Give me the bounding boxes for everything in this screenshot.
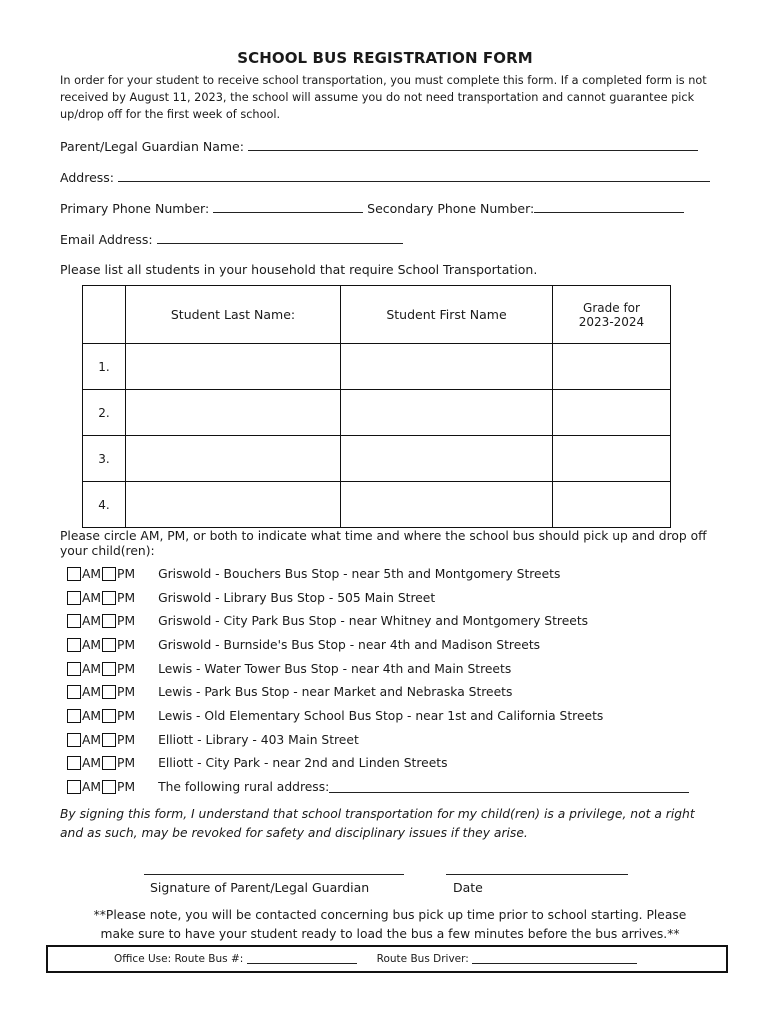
am-checkbox[interactable] (67, 638, 81, 652)
grade-cell[interactable] (553, 390, 671, 436)
rural-address-blank[interactable] (329, 782, 689, 793)
am-checkbox[interactable] (67, 733, 81, 747)
pickup-note-line2: make sure to have your student ready to load the bus a few minutes before the bus arrives.** (100, 927, 680, 941)
bus-stop-instructions: Please circle AM, PM, or both to indicate what time and where the school bus should pick up and drop off your child(ren): (60, 529, 707, 558)
pm-label: PM (117, 590, 136, 605)
row-number: 4. (83, 482, 126, 528)
route-driver-label: Route Bus Driver: (376, 953, 469, 965)
email-label: Email Address: (60, 232, 153, 247)
consent-statement: By signing this form, I understand that school transportation for my child(ren) is a privilege, not a right and as such, may be revoked for safety and disciplinary issues if they arise. (60, 807, 695, 840)
pm-checkbox[interactable] (102, 662, 116, 676)
address-blank[interactable] (118, 171, 710, 182)
bus-stop-label: Elliott - City Park - near 2nd and Linden Streets (158, 756, 448, 771)
first-name-cell[interactable] (341, 482, 553, 528)
bus-stop-label: Griswold - Library Bus Stop - 505 Main Street (158, 590, 436, 605)
grade-cell[interactable] (553, 482, 671, 528)
pm-label: PM (117, 614, 136, 629)
grade-cell[interactable] (553, 436, 671, 482)
table-row (83, 482, 671, 528)
am-checkbox[interactable] (67, 567, 81, 581)
pm-checkbox[interactable] (102, 591, 116, 605)
pm-checkbox[interactable] (102, 638, 116, 652)
signature-line[interactable] (144, 874, 404, 875)
pm-label: PM (117, 708, 136, 723)
am-label: AM (82, 566, 102, 581)
am-checkbox[interactable] (67, 614, 81, 628)
guardian-name-blank[interactable] (248, 140, 698, 151)
header-grade (553, 286, 671, 344)
pm-label: PM (117, 661, 136, 676)
am-label: AM (82, 780, 102, 795)
table-row (83, 344, 671, 390)
list-item (67, 609, 727, 633)
bus-stop-label: Lewis - Water Tower Bus Stop - near 4th and Main Streets (158, 661, 512, 676)
am-label: AM (82, 732, 102, 747)
pm-checkbox[interactable] (102, 614, 116, 628)
signature-label: Signature of Parent/Legal Guardian (150, 880, 370, 895)
header-number-cell (83, 286, 126, 344)
table-row (83, 436, 671, 482)
email-field[interactable] (60, 232, 403, 247)
row-number: 1. (83, 344, 126, 390)
list-item (67, 775, 727, 799)
row-number: 3. (83, 436, 126, 482)
primary-phone-blank[interactable] (213, 202, 363, 213)
list-item (67, 633, 727, 657)
pm-label: PM (117, 780, 136, 795)
route-driver-blank[interactable] (472, 955, 637, 964)
pm-checkbox[interactable] (102, 780, 116, 794)
list-item (67, 562, 727, 586)
table-row (83, 390, 671, 436)
am-label: AM (82, 685, 102, 700)
first-name-cell[interactable] (341, 344, 553, 390)
am-checkbox[interactable] (67, 756, 81, 770)
header-grade-line2: 2023-2024 (578, 314, 645, 329)
bus-stop-label: Griswold - City Park Bus Stop - near Whitney and Montgomery Streets (158, 614, 589, 629)
list-item (67, 752, 727, 776)
primary-phone-label: Primary Phone Number: (60, 201, 210, 216)
am-label: AM (82, 590, 102, 605)
form-title: SCHOOL BUS REGISTRATION FORM (237, 49, 533, 67)
first-name-cell[interactable] (341, 390, 553, 436)
guardian-name-label: Parent/Legal Guardian Name: (60, 139, 244, 154)
list-item (67, 728, 727, 752)
phone-fields (60, 201, 684, 216)
header-first-name: Student First Name (341, 286, 553, 344)
last-name-cell[interactable] (126, 482, 341, 528)
list-item (67, 680, 727, 704)
am-label: AM (82, 614, 102, 629)
pm-label: PM (117, 566, 136, 581)
pm-checkbox[interactable] (102, 756, 116, 770)
secondary-phone-label: Secondary Phone Number: (367, 201, 535, 216)
last-name-cell[interactable] (126, 436, 341, 482)
bus-stop-list (67, 562, 727, 799)
address-field[interactable] (60, 170, 710, 185)
pickup-note (60, 906, 720, 944)
students-table-header (83, 286, 671, 344)
bus-stop-label: Elliott - Library - 403 Main Street (158, 732, 359, 747)
pm-checkbox[interactable] (102, 733, 116, 747)
list-item (67, 657, 727, 681)
last-name-cell[interactable] (126, 390, 341, 436)
date-label: Date (453, 880, 483, 895)
am-checkbox[interactable] (67, 685, 81, 699)
students-table (82, 285, 671, 528)
bus-stop-label: Lewis - Park Bus Stop - near Market and Nebraska Streets (158, 685, 513, 700)
am-label: AM (82, 708, 102, 723)
pm-checkbox[interactable] (102, 685, 116, 699)
secondary-phone-blank[interactable] (534, 202, 684, 213)
pm-label: PM (117, 637, 136, 652)
students-intro: Please list all students in your household that require School Transportation. (60, 262, 538, 277)
am-checkbox[interactable] (67, 591, 81, 605)
bus-stop-label: Griswold - Bouchers Bus Stop - near 5th and Montgomery Streets (158, 566, 561, 581)
pm-checkbox[interactable] (102, 567, 116, 581)
pm-label: PM (117, 685, 136, 700)
list-item (67, 704, 727, 728)
email-blank[interactable] (157, 233, 403, 244)
list-item (67, 586, 727, 610)
am-checkbox[interactable] (67, 662, 81, 676)
am-checkbox[interactable] (67, 709, 81, 723)
pickup-note-line1: **Please note, you will be contacted concerning bus pick up time prior to school starting. Please (93, 908, 687, 922)
header-last-name: Student Last Name: (126, 286, 341, 344)
date-line[interactable] (446, 874, 628, 875)
first-name-cell[interactable] (341, 436, 553, 482)
last-name-cell[interactable] (126, 344, 341, 390)
guardian-name-field[interactable] (60, 139, 698, 154)
intro-paragraph: In order for your student to receive school transportation, you must complete this form. If a completed form is not received by August 11, 2023, the school will assume you do not need transportation and cannot guarantee pick up/drop off for the first week of school. (60, 74, 707, 121)
address-label: Address: (60, 170, 114, 185)
bus-stop-label: Griswold - Burnside's Bus Stop - near 4th and Madison Streets (158, 637, 541, 652)
am-label: AM (82, 661, 102, 676)
row-number: 2. (83, 390, 126, 436)
office-use-box (46, 945, 728, 973)
grade-cell[interactable] (553, 344, 671, 390)
header-grade-line1: Grade for (583, 300, 640, 315)
pm-label: PM (117, 732, 136, 747)
am-label: AM (82, 756, 102, 771)
route-bus-label: Office Use: Route Bus #: (114, 953, 244, 965)
pm-checkbox[interactable] (102, 709, 116, 723)
bus-stop-label: The following rural address: (158, 780, 330, 795)
am-label: AM (82, 637, 102, 652)
pm-label: PM (117, 756, 136, 771)
bus-stop-label: Lewis - Old Elementary School Bus Stop - near 1st and California Streets (158, 708, 604, 723)
am-checkbox[interactable] (67, 780, 81, 794)
route-bus-blank[interactable] (247, 955, 357, 964)
